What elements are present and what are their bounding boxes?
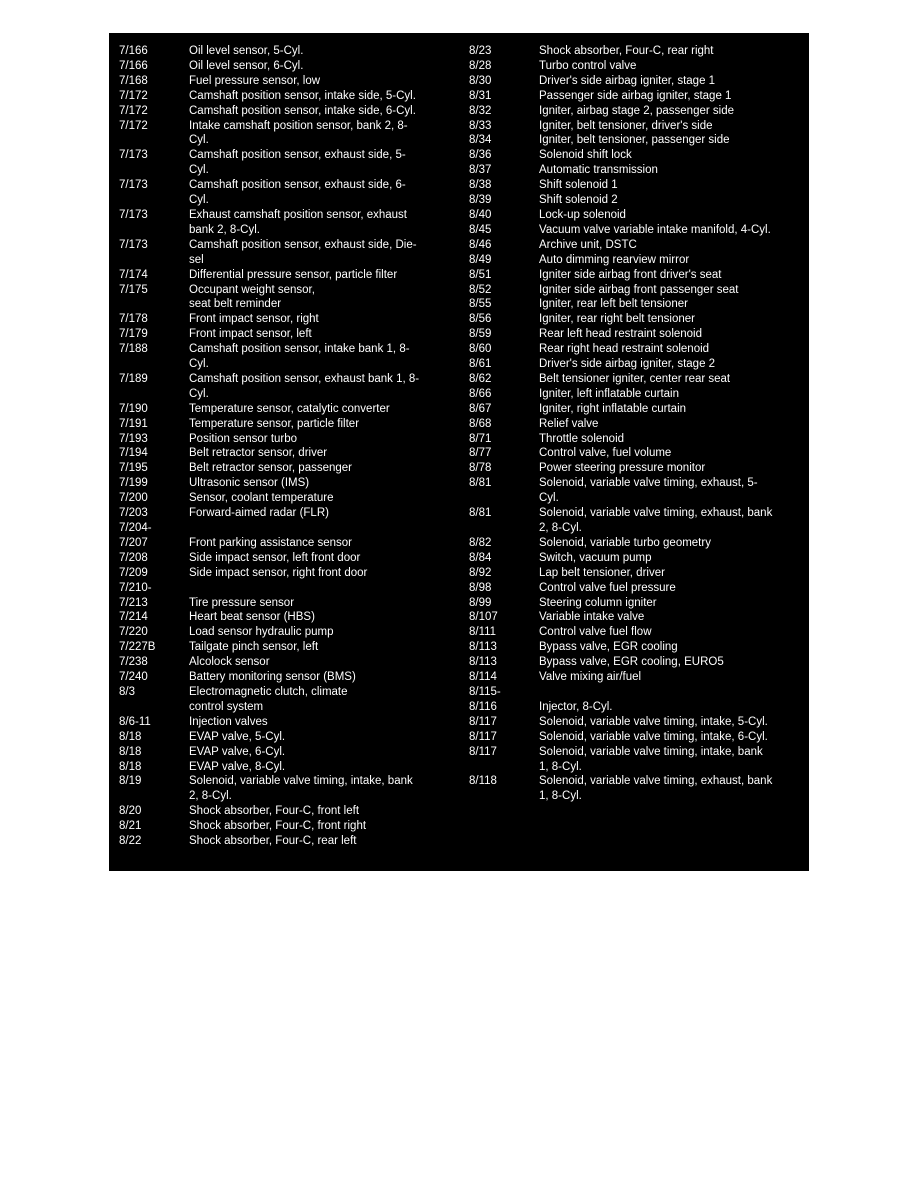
component-code: 8/6-11 [119, 715, 151, 728]
component-code: 8/113 [469, 656, 497, 669]
component-code: 8/23 [469, 45, 492, 57]
component-code: 7/175 [119, 283, 148, 296]
component-code: 8/71 [469, 432, 492, 445]
list-item [469, 655, 799, 670]
list-item [469, 148, 799, 163]
component-description: Camshaft position sensor, exhaust side, 5- Cyl. [189, 149, 406, 177]
component-description: Alcolock sensor [189, 656, 270, 669]
component-description: Lock-up solenoid [539, 208, 626, 221]
component-description: Igniter, airbag stage 2, passenger side [539, 104, 734, 117]
component-description: Igniter, right inflatable curtain [539, 402, 687, 415]
component-description: Solenoid, variable valve timing, intake, 6-Cyl. [539, 730, 768, 743]
list-item [119, 342, 449, 372]
component-description: EVAP valve, 6-Cyl. [189, 745, 286, 758]
list-item [119, 119, 449, 149]
list-item [119, 506, 449, 521]
list-item [119, 312, 449, 327]
component-code: 8/30 [469, 74, 492, 87]
component-description: Sensor, coolant temperature [189, 492, 334, 505]
component-description: Temperature sensor, catalytic converter [189, 402, 390, 415]
list-item [119, 685, 449, 715]
component-description: Igniter, belt tensioner, passenger side [539, 134, 730, 147]
list-item [119, 268, 449, 283]
component-description: Switch, vacuum pump [539, 551, 652, 564]
list-item [119, 491, 449, 506]
list-item [469, 551, 799, 566]
list-item [469, 715, 799, 730]
component-description: Belt retractor sensor, passenger [189, 462, 352, 475]
list-item [119, 238, 449, 268]
component-description: Exhaust camshaft position sensor, exhaust bank 2, 8-Cyl. [189, 208, 407, 236]
component-code: 8/52 [469, 283, 492, 296]
component-description: Camshaft position sensor, exhaust side, 6- Cyl. [189, 179, 406, 207]
component-description: Solenoid shift lock [539, 149, 632, 162]
list-item [469, 59, 799, 74]
component-description: Solenoid, variable valve timing, exhaust, bank 2, 8-Cyl. [539, 507, 773, 534]
component-code: 7/209 [119, 566, 148, 579]
component-code: 8/81 [469, 507, 492, 520]
component-description: Occupant weight sensor, seat belt reminder [189, 283, 315, 311]
list-item [469, 506, 799, 536]
list-item [119, 89, 449, 104]
list-item [469, 133, 799, 148]
component-description: Forward-aimed radar (FLR) [189, 507, 329, 520]
list-item [119, 417, 449, 432]
component-code: 7/166 [119, 59, 148, 72]
list-item [469, 625, 799, 640]
list-item [469, 268, 799, 283]
list-item [469, 402, 799, 417]
component-description: Turbo control valve [539, 59, 637, 72]
component-code: 7/178 [119, 313, 148, 326]
component-code: 7/191 [119, 417, 148, 430]
list-item [469, 536, 799, 551]
list-item [119, 74, 449, 89]
component-description: Solenoid, variable valve timing, intake, 5-Cyl. [539, 715, 768, 728]
component-description: Camshaft position sensor, exhaust side, Die- sel [189, 238, 417, 266]
component-description: Rear right head restraint solenoid [539, 343, 710, 356]
list-item [469, 670, 799, 685]
component-code: 8/51 [469, 268, 492, 281]
component-description: Control valve fuel pressure [539, 581, 676, 594]
list-item [119, 148, 449, 178]
component-code: 8/81 [469, 477, 492, 490]
list-item [469, 566, 799, 581]
component-code: 8/56 [469, 313, 492, 326]
component-code: 8/20 [119, 805, 142, 818]
component-code: 8/18 [119, 745, 142, 758]
component-description: Control valve, fuel volume [539, 447, 672, 460]
component-description: EVAP valve, 8-Cyl. [189, 760, 286, 773]
component-code: 8/78 [469, 462, 492, 475]
list-item [119, 819, 449, 834]
component-code: 8/49 [469, 253, 492, 266]
component-description: Solenoid, variable turbo geometry [539, 536, 711, 549]
component-description: Igniter side airbag front driver's seat [539, 268, 722, 281]
component-code: 8/115- 8/116 [469, 685, 501, 713]
component-description: Injector, 8-Cyl. [539, 700, 613, 713]
list-item [469, 253, 799, 268]
component-description: Fuel pressure sensor, low [189, 74, 321, 87]
component-description: Shock absorber, Four-C, rear right [539, 45, 714, 57]
component-code: 8/117 [469, 715, 497, 728]
component-code: 7/204- 7/207 [119, 522, 152, 549]
list-item [119, 44, 449, 59]
list-item [469, 685, 799, 715]
component-code: 8/59 [469, 328, 492, 341]
component-code: 8/46 [469, 238, 492, 251]
list-item [469, 119, 799, 134]
component-code: 7/238 [119, 656, 148, 669]
component-description: Solenoid, variable valve timing, intake, bank 1, 8-Cyl. [539, 745, 763, 773]
list-item [469, 74, 799, 89]
right-column [469, 44, 799, 804]
component-description: Shift solenoid 1 [539, 179, 618, 192]
component-code: 7/240 [119, 671, 148, 684]
list-item [469, 357, 799, 372]
list-item [119, 476, 449, 491]
component-code: 8/84 [469, 551, 492, 564]
list-item [469, 342, 799, 357]
component-description: Solenoid, variable valve timing, exhaust, bank 1, 8-Cyl. [539, 775, 773, 803]
list-item [119, 402, 449, 417]
component-code: 8/107 [469, 611, 498, 624]
component-code: 7/172 [119, 104, 148, 117]
component-code: 7/214 [119, 611, 148, 624]
list-item [469, 44, 799, 59]
component-code: 7/210- 7/213 [119, 581, 152, 609]
component-code: 7/203 [119, 507, 148, 520]
component-code: 7/193 [119, 432, 148, 445]
list-item [119, 640, 449, 655]
component-description: Intake camshaft position sensor, bank 2, 8- Cyl. [189, 119, 408, 147]
component-description: Camshaft position sensor, exhaust bank 1, 8- Cyl. [189, 372, 420, 400]
list-item [119, 283, 449, 313]
component-code: 8/28 [469, 59, 492, 72]
list-item [469, 89, 799, 104]
component-code: 7/173 [119, 208, 148, 221]
list-item [469, 745, 799, 775]
component-code: 8/68 [469, 417, 492, 430]
list-item [119, 566, 449, 581]
list-item [119, 446, 449, 461]
component-description: Position sensor turbo [189, 432, 298, 445]
component-description: Tire pressure sensor [189, 596, 295, 609]
component-description: Relief valve [539, 417, 599, 430]
list-item [119, 521, 449, 551]
list-item [119, 670, 449, 685]
component-code: 7/166 [119, 45, 148, 57]
component-description: Throttle solenoid [539, 432, 625, 445]
component-code: 8/38 [469, 179, 492, 192]
list-item [469, 283, 799, 298]
list-item [469, 640, 799, 655]
component-code: 7/172 [119, 119, 148, 132]
component-description: Control valve fuel flow [539, 626, 652, 639]
component-code: 8/118 [469, 775, 497, 788]
component-description: Rear left head restraint solenoid [539, 328, 703, 341]
component-description: Automatic transmission [539, 164, 658, 177]
component-code: 7/220 [119, 626, 148, 639]
component-code: 8/31 [469, 89, 492, 102]
component-code: 8/117 [469, 745, 497, 758]
component-description: Injection valves [189, 715, 268, 728]
list-item [119, 774, 449, 804]
list-item [469, 596, 799, 611]
component-code: 7/194 [119, 447, 148, 460]
list-item [119, 551, 449, 566]
component-code: 7/189 [119, 372, 148, 385]
component-code: 8/21 [119, 820, 142, 833]
list-item [469, 610, 799, 625]
component-code: 8/36 [469, 149, 492, 162]
component-code: 8/60 [469, 343, 492, 356]
component-description: Temperature sensor, particle filter [189, 417, 360, 430]
component-code: 7/195 [119, 462, 148, 475]
list-item [119, 655, 449, 670]
list-item [119, 610, 449, 625]
component-description: Bypass valve, EGR cooling, EURO5 [539, 656, 724, 669]
component-description: Solenoid, variable valve timing, exhaust, 5- Cyl. [539, 477, 758, 505]
component-description: Shock absorber, Four-C, rear left [189, 835, 357, 848]
component-description: Belt tensioner igniter, center rear seat [539, 372, 731, 385]
component-description: Igniter, rear right belt tensioner [539, 313, 695, 326]
component-description: Igniter, left inflatable curtain [539, 387, 679, 400]
list-item [469, 312, 799, 327]
component-code: 7/208 [119, 551, 148, 564]
component-code: 8/117 [469, 730, 497, 743]
list-item [119, 327, 449, 342]
component-code: 7/173 [119, 238, 148, 251]
list-item [469, 104, 799, 119]
component-description: Steering column igniter [539, 596, 657, 609]
component-description: Load sensor hydraulic pump [189, 626, 334, 639]
component-description: Solenoid, variable valve timing, intake, bank 2, 8-Cyl. [189, 775, 413, 803]
list-item [119, 581, 449, 611]
component-code: 8/114 [469, 671, 497, 684]
component-list-panel [109, 33, 809, 871]
component-code: 7/190 [119, 402, 148, 415]
component-code: 8/67 [469, 402, 492, 415]
component-description: Passenger side airbag igniter, stage 1 [539, 89, 732, 102]
component-code: 7/173 [119, 179, 148, 192]
component-code: 8/62 [469, 372, 492, 385]
component-code: 7/172 [119, 89, 148, 102]
component-code: 8/22 [119, 835, 142, 848]
list-item [469, 297, 799, 312]
component-code: 8/18 [119, 730, 142, 743]
list-item [119, 760, 449, 775]
list-item [119, 834, 449, 849]
list-item [469, 327, 799, 342]
component-code: 7/179 [119, 328, 148, 341]
list-item [469, 461, 799, 476]
component-code: 7/227B [119, 641, 156, 654]
list-item [469, 774, 799, 804]
list-item [469, 178, 799, 193]
component-description: Front parking assistance sensor [189, 536, 352, 549]
list-item [469, 730, 799, 745]
component-code: 8/55 [469, 298, 492, 311]
list-item [119, 208, 449, 238]
component-description: EVAP valve, 5-Cyl. [189, 730, 286, 743]
component-code: 8/19 [119, 775, 142, 788]
component-description: Front impact sensor, left [189, 328, 312, 341]
component-code: 8/33 [469, 119, 492, 132]
component-code: 8/34 [469, 134, 492, 147]
component-description: Igniter side airbag front passenger seat [539, 283, 739, 296]
list-item [469, 208, 799, 223]
list-item [119, 745, 449, 760]
component-description: Oil level sensor, 6-Cyl. [189, 59, 304, 72]
component-description: Archive unit, DSTC [539, 238, 637, 251]
list-item [469, 581, 799, 596]
component-code: 8/37 [469, 164, 492, 177]
list-item [119, 432, 449, 447]
list-item [119, 461, 449, 476]
list-item [469, 238, 799, 253]
component-code: 8/92 [469, 566, 492, 579]
component-code: 8/32 [469, 104, 492, 117]
list-item [119, 715, 449, 730]
list-item [469, 476, 799, 506]
component-code: 8/82 [469, 536, 492, 549]
component-code: 7/199 [119, 477, 148, 490]
component-description: Camshaft position sensor, intake side, 6-Cyl. [189, 104, 416, 117]
component-description: Differential pressure sensor, particle filter [189, 268, 398, 281]
list-item [119, 625, 449, 640]
component-description: Electromagnetic clutch, climate control system [189, 685, 348, 713]
list-item [469, 193, 799, 208]
list-item [119, 730, 449, 745]
component-description: Shock absorber, Four-C, front right [189, 820, 367, 833]
component-description: Vacuum valve variable intake manifold, 4-Cyl. [539, 223, 771, 236]
component-description: Shift solenoid 2 [539, 194, 618, 207]
list-item [469, 432, 799, 447]
list-item [469, 446, 799, 461]
component-code: 7/173 [119, 149, 148, 162]
list-item [469, 163, 799, 178]
component-code: 8/99 [469, 596, 492, 609]
component-description: Battery monitoring sensor (BMS) [189, 671, 356, 684]
component-code: 7/174 [119, 268, 148, 281]
list-item [119, 372, 449, 402]
component-description: Igniter, belt tensioner, driver's side [539, 119, 713, 132]
list-item [119, 104, 449, 119]
list-item [119, 178, 449, 208]
component-description: Auto dimming rearview mirror [539, 253, 690, 266]
component-description: Ultrasonic sensor (IMS) [189, 477, 310, 490]
component-code: 8/61 [469, 358, 492, 371]
component-description: Oil level sensor, 5-Cyl. [189, 45, 304, 57]
component-description: Igniter, rear left belt tensioner [539, 298, 688, 311]
component-description: Driver's side airbag igniter, stage 1 [539, 74, 716, 87]
component-description: Bypass valve, EGR cooling [539, 641, 678, 654]
component-code: 8/39 [469, 194, 492, 207]
component-code: 8/40 [469, 208, 492, 221]
component-code: 8/77 [469, 447, 492, 460]
component-code: 8/3 [119, 685, 135, 698]
component-description: Side impact sensor, right front door [189, 566, 368, 579]
component-description: Shock absorber, Four-C, front left [189, 805, 360, 818]
list-item [469, 223, 799, 238]
component-description: Valve mixing air/fuel [539, 671, 642, 684]
component-description: Camshaft position sensor, intake side, 5-Cyl. [189, 89, 416, 102]
component-code: 7/168 [119, 74, 148, 87]
component-code: 8/66 [469, 387, 492, 400]
component-description: Front impact sensor, right [189, 313, 319, 326]
component-description: Heart beat sensor (HBS) [189, 611, 315, 624]
component-code: 7/200 [119, 492, 148, 505]
list-item [469, 372, 799, 387]
component-description: Variable intake valve [539, 611, 645, 624]
component-code: 8/111 [469, 626, 497, 639]
list-item [119, 59, 449, 74]
component-code: 8/98 [469, 581, 492, 594]
component-code: 7/188 [119, 343, 148, 356]
list-item [469, 387, 799, 402]
component-description: Lap belt tensioner, driver [539, 566, 665, 579]
component-description: Side impact sensor, left front door [189, 551, 361, 564]
list-item [119, 804, 449, 819]
component-code: 8/45 [469, 223, 492, 236]
component-description: Camshaft position sensor, intake bank 1, 8- Cyl. [189, 343, 410, 371]
component-code: 8/18 [119, 760, 142, 773]
component-description: Belt retractor sensor, driver [189, 447, 328, 460]
component-code: 8/113 [469, 641, 497, 654]
left-column [119, 44, 449, 849]
component-description: Power steering pressure monitor [539, 462, 706, 475]
list-item [469, 417, 799, 432]
component-description: Driver's side airbag igniter, stage 2 [539, 358, 716, 371]
component-description: Tailgate pinch sensor, left [189, 641, 319, 654]
